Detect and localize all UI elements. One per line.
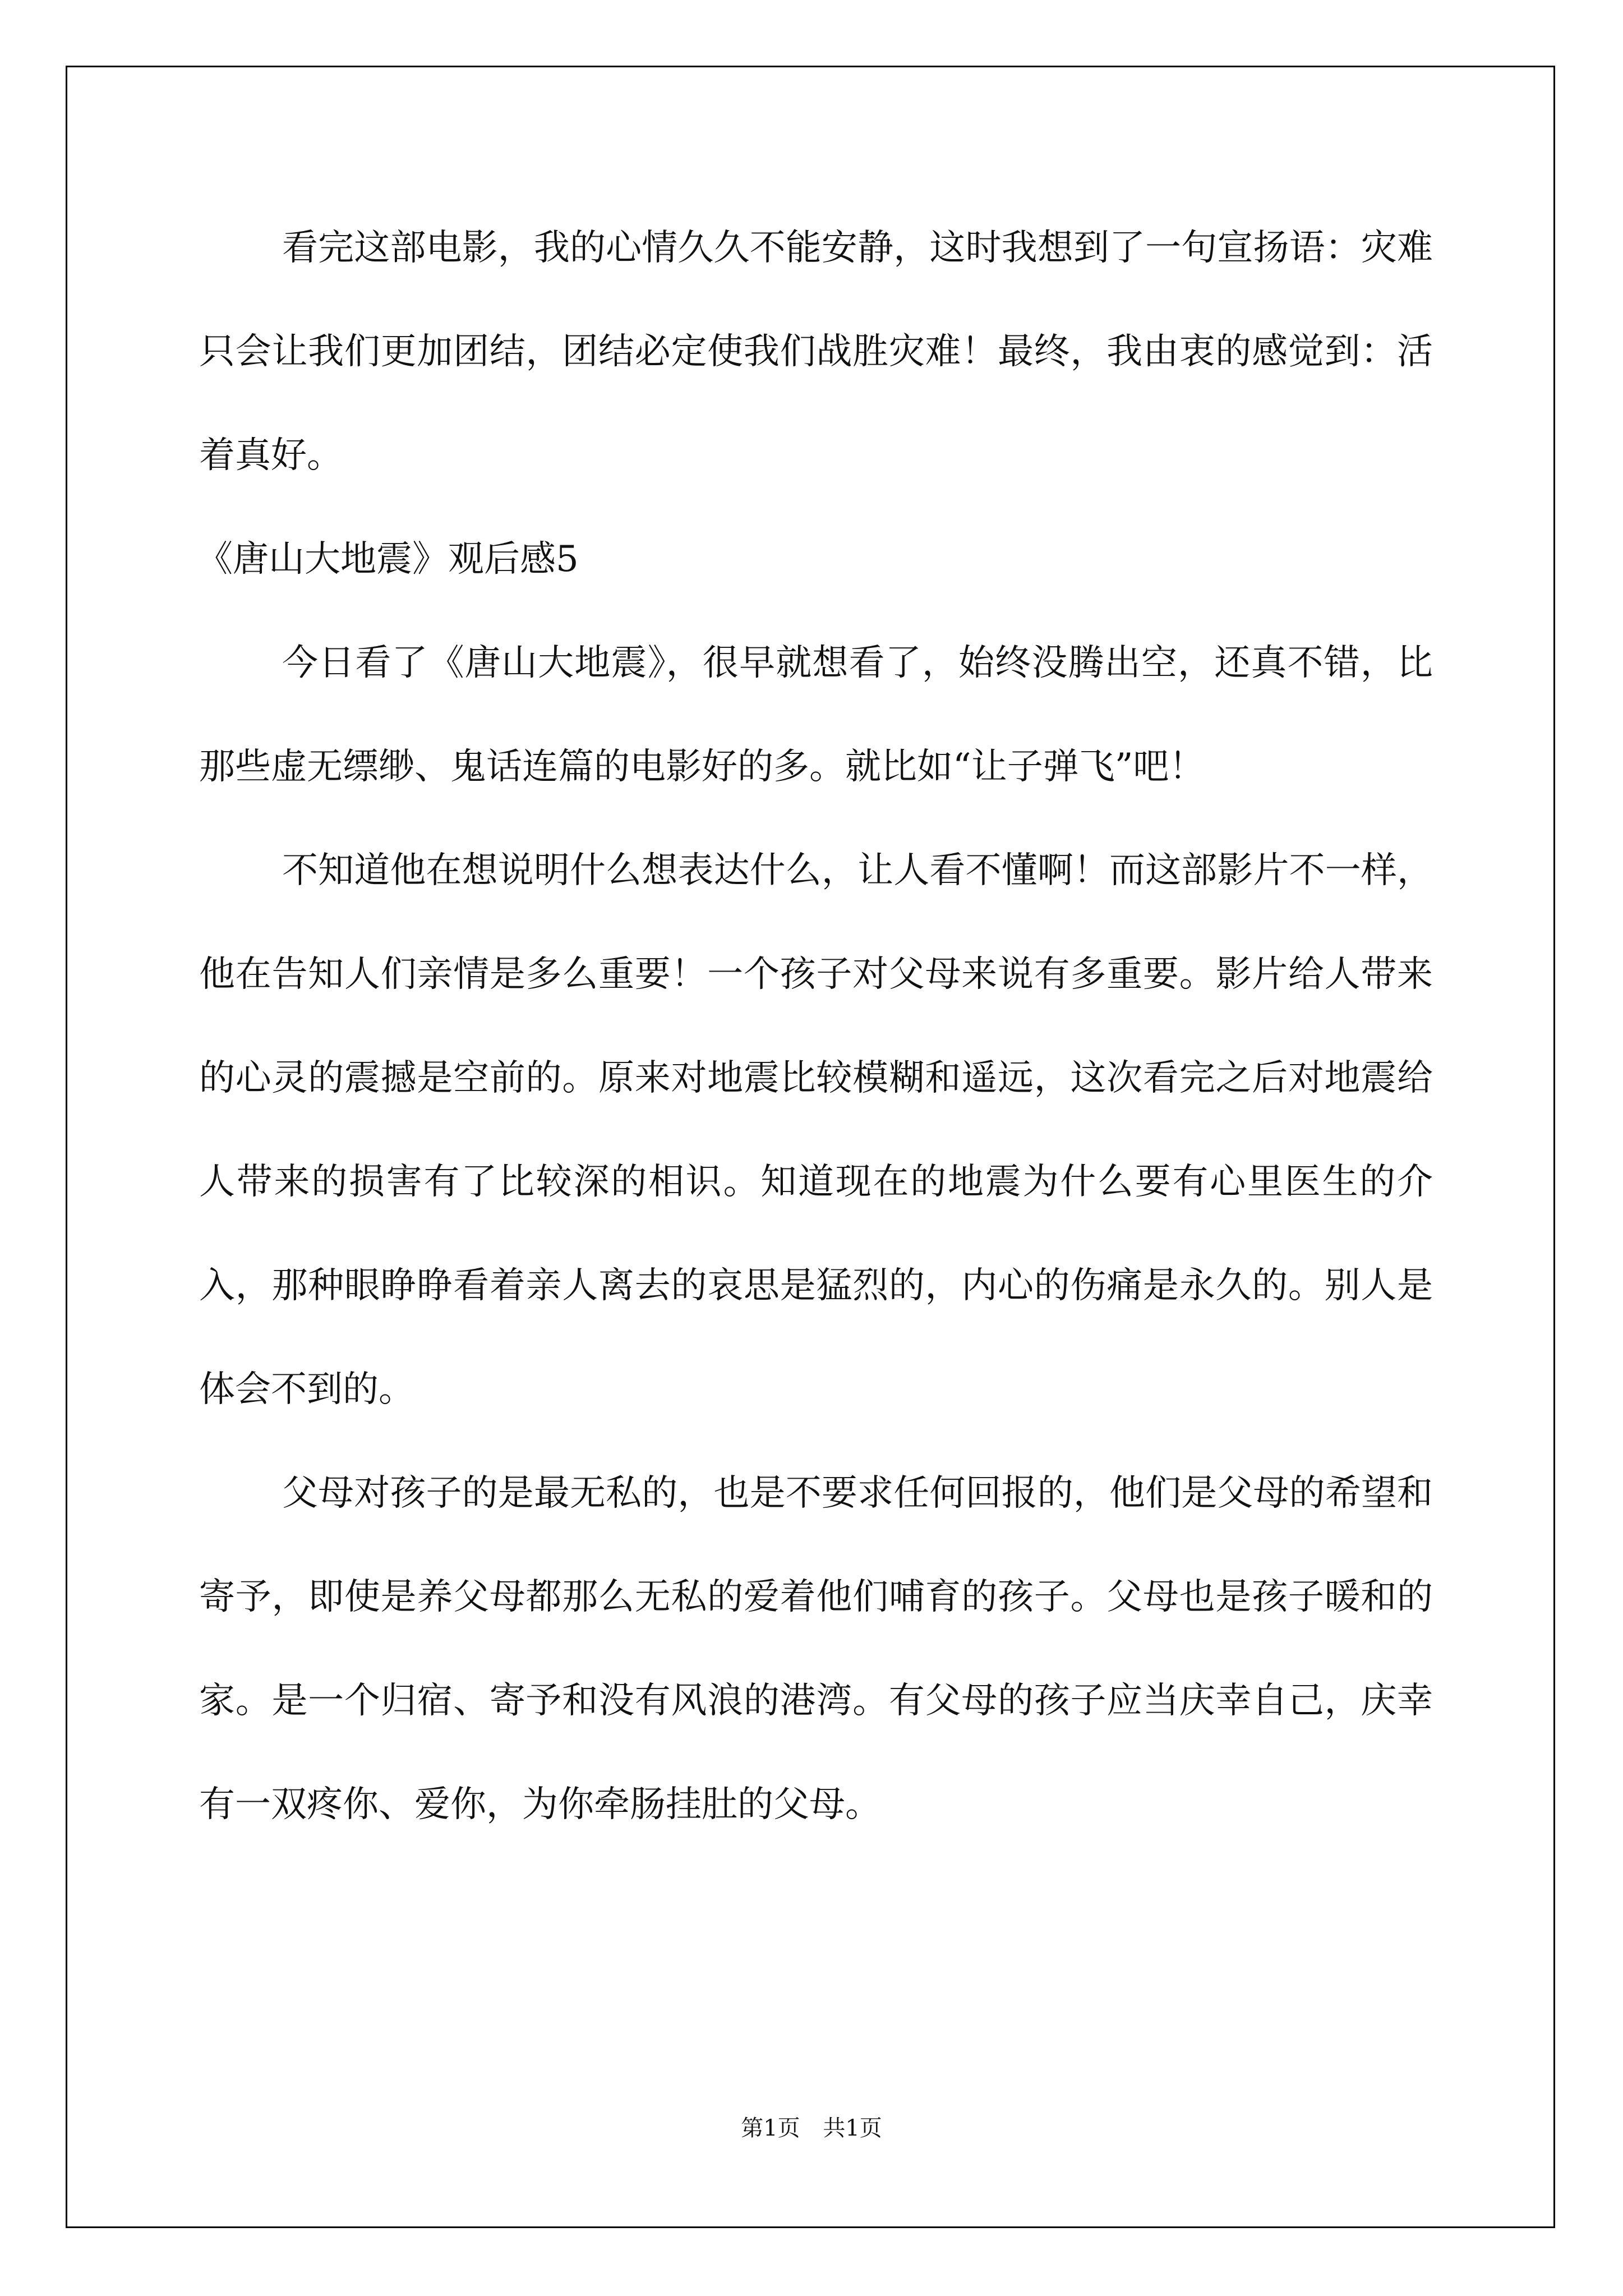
paragraph: 不知道他在想说明什么想表达什么，让人看不懂啊！而这部影片不一样，他在告知人们亲情是多么重要！一个孩子对父母来说有多重要。影片给人带来的心灵的震撼是空前的。原来对地震比较模糊和遥远，这次看完之后对地震给人带来的损害有了比较深的相识。知道现在的地震为什么要有心里医生的介入，那种眼睁睁看着亲人离去的哀思是猛烈的，内心的伤痛是永久的。别人是体会不到的。: [199, 850, 1433, 1410]
page-number: 第1页: [741, 2115, 800, 2141]
document-body: [199, 196, 1433, 1857]
section-heading: 《唐山大地震》观后感5: [197, 539, 579, 580]
paragraph: 父母对孩子的是最无私的，也是不要求任何回报的，他们是父母的希望和寄予，即使是养父母都那么无私的爱着他们哺育的孩子。父母也是孩子暖和的家。是一个归宿、寄予和没有风浪的港湾。有父母的孩子应当庆幸自己，庆幸有一双疼你、爱你，为你牵肠挂肚的父母。: [199, 1473, 1433, 1825]
paragraph: 今日看了《唐山大地震》，很早就想看了，始终没腾出空，还真不错，比那些虚无缥缈、鬼话连篇的电影好的多。就比如“让子弹飞”吧！: [199, 642, 1433, 788]
page-footer: [0, 2110, 1623, 2142]
page-total: 共1页: [823, 2115, 882, 2141]
paragraph: 看完这部电影，我的心情久久不能安静，这时我想到了一句宣扬语：灾难只会让我们更加团结，团结必定使我们战胜灾难！最终，我由衷的感觉到：活着真好。: [199, 227, 1433, 476]
